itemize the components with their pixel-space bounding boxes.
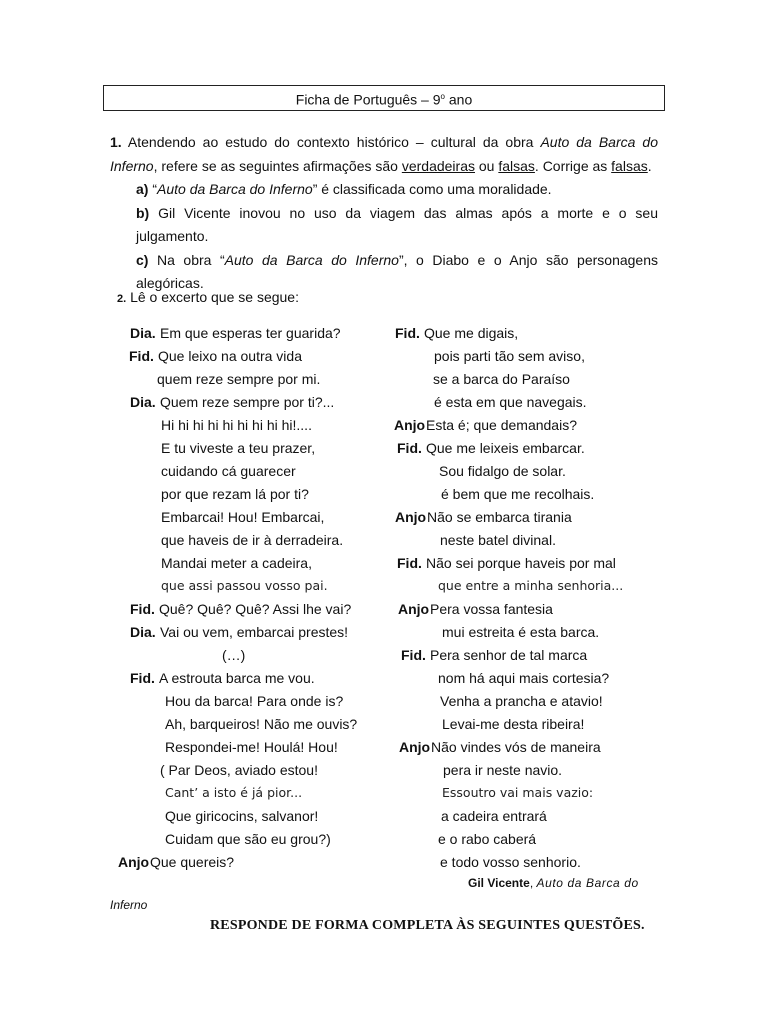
left-verse-line: cuidando cá guarecer <box>161 463 296 479</box>
left-verse-line: Cuidam que são eu grou?) <box>165 831 331 847</box>
left-verse-line: Em que esperas ter guarida? <box>160 325 341 341</box>
question-1-text-end: . <box>647 157 652 174</box>
statement-a-post: ” é classificada como uma moralidade. <box>312 181 552 197</box>
right-speaker: Fid. <box>397 440 422 456</box>
right-verse-line: Não se embarca tirania <box>427 509 572 525</box>
right-verse-line: Não vindes vós de maneira <box>431 739 601 755</box>
question-1-text-a: Atendendo ao estudo do contexto histórico – cultural da obra <box>121 134 541 150</box>
right-verse-line: Levai-me desta ribeira! <box>442 716 585 732</box>
right-verse-line: Sou fidalgo de solar. <box>439 463 566 479</box>
left-speaker: Dia. <box>130 624 156 640</box>
right-verse-line: Não sei porque haveis por mal <box>426 555 616 571</box>
right-verse-line: pois parti tão sem aviso, <box>434 348 585 364</box>
right-verse-line: e todo vosso senhorio. <box>440 854 581 870</box>
question-2-text: Lê o excerto que se segue: <box>126 289 299 305</box>
word-verdadeiras: verdadeiras <box>401 157 475 174</box>
left-verse-line: Quem reze sempre por ti?... <box>160 394 335 410</box>
credit-author: Gil Vicente <box>468 876 530 890</box>
right-verse-line: nom há aqui mais cortesia? <box>438 670 610 686</box>
left-speaker: Anjo <box>118 854 150 870</box>
right-verse-line: Que me digais, <box>424 325 519 341</box>
left-speaker: Fid. <box>129 348 154 364</box>
left-verse-line: Que quereis? <box>150 854 235 870</box>
statement-a-work: Auto da Barca do Inferno <box>157 181 313 197</box>
right-verse-line: se a barca do Paraíso <box>433 371 570 387</box>
left-speaker: Dia. <box>130 394 156 410</box>
left-verse-line: Ah, barqueiros! Não me ouvis? <box>165 716 358 732</box>
left-speaker: Dia. <box>130 325 156 341</box>
right-verse-line: Esta é; que demandais? <box>426 417 577 433</box>
right-verse-line: a cadeira entrará <box>441 808 547 824</box>
right-verse-line: Pera senhor de tal marca <box>430 647 588 663</box>
statement-b-text: Gil Vicente inovou no uso da viagem das almas após a morte e o seu julgamento. <box>136 204 658 244</box>
statement-b <box>110 202 658 249</box>
right-verse-line: é bem que me recolhais. <box>441 486 595 502</box>
right-verse-line: Essoutro vai mais vazio: <box>442 785 594 800</box>
left-verse-line: ( Par Deos, aviado estou! <box>160 762 318 778</box>
question-1-intro <box>110 131 658 178</box>
question-2-number: 2. <box>117 293 127 305</box>
right-verse-line: Que me leixeis embarcar. <box>426 440 585 456</box>
right-speaker: Anjo <box>398 601 430 617</box>
left-verse-line: Quê? Quê? Quê? Assi lhe vai? <box>159 601 352 617</box>
left-verse-line: Embarcai! Hou! Embarcai, <box>161 509 325 525</box>
question-1-work-title: Auto da Barca do Inferno <box>110 134 658 174</box>
statement-b-label: b) <box>136 204 150 221</box>
right-verse-line: pera ir neste navio. <box>443 762 563 778</box>
right-speaker: Fid. <box>395 325 420 341</box>
right-verse-line: e o rabo caberá <box>438 831 537 847</box>
question-1 <box>110 131 658 296</box>
right-speaker: Anjo <box>399 739 431 755</box>
left-verse-line: Vai ou vem, embarcai prestes! <box>160 624 349 640</box>
right-verse-line: é esta em que navegais. <box>434 394 587 410</box>
credit-separator: , <box>529 876 537 890</box>
left-speaker: Fid. <box>130 601 155 617</box>
right-verse-line: mui estreita é esta barca. <box>442 624 600 640</box>
left-verse-line: E tu viveste a teu prazer, <box>161 440 316 456</box>
statement-c-post: ”, o Diabo e o Anjo são personagens alegóricas. <box>136 251 659 291</box>
title-text: Ficha de Português – 9 <box>295 91 441 108</box>
left-verse-line: (…) <box>222 647 246 663</box>
left-verse-line: A estrouta barca me vou. <box>159 670 315 686</box>
question-1-text-b: , refere se as seguintes afirmações são <box>153 157 402 174</box>
left-verse-line: Que giricocins, salvanor! <box>165 808 319 824</box>
left-verse-line: que haveis de ir à derradeira. <box>161 532 344 548</box>
credit-work: Auto da Barca do <box>536 876 639 890</box>
left-verse-line: Respondei-me! Houlá! Hou! <box>165 739 338 755</box>
left-verse-line: por que rezam lá por ti? <box>161 486 309 502</box>
left-verse-line: Cant’ a isto é já pior... <box>165 785 303 800</box>
statement-a <box>110 178 658 202</box>
credit-work-continued: Inferno <box>110 898 148 912</box>
excerpt-credit <box>468 876 639 890</box>
left-verse-line: que assi passou vosso pai. <box>161 578 328 593</box>
word-falsas: falsas <box>498 157 535 174</box>
right-speaker: Fid. <box>397 555 422 571</box>
left-verse-line: Mandai meter a cadeira, <box>161 555 312 571</box>
title-superscript: o <box>440 92 445 101</box>
right-speaker: Fid. <box>401 647 426 663</box>
statement-c-work: Auto da Barca do Inferno <box>224 251 399 268</box>
final-instruction: RESPONDE DE FORMA COMPLETA ÀS SEGUINTES QUESTÕES. <box>210 918 645 933</box>
left-verse-line: Hou da barca! Para onde is? <box>165 693 344 709</box>
right-verse-line: Venha a prancha e atavio! <box>440 693 603 709</box>
right-verse-line: neste batel divinal. <box>440 532 556 548</box>
question-1-number: 1. <box>110 134 122 150</box>
statement-a-label: a) <box>136 181 149 197</box>
right-verse-line: que entre a minha senhoria... <box>438 578 624 593</box>
left-verse-line: Hi hi hi hi hi hi hi hi hi!.... <box>161 417 312 433</box>
right-speaker: Anjo <box>394 417 426 433</box>
statement-a-pre: “ <box>148 181 158 197</box>
title-suffix: ano <box>444 91 473 108</box>
right-speaker: Anjo <box>395 509 427 525</box>
word-ou: ou <box>474 157 499 174</box>
right-verse-line: Pera vossa fantesia <box>430 601 553 617</box>
page-title <box>103 85 665 111</box>
left-verse-line: Que leixo na outra vida <box>158 348 302 364</box>
question-1-text-c: . Corrige as <box>534 157 612 174</box>
statement-c-label: c) <box>136 251 149 268</box>
question-2 <box>117 289 299 305</box>
left-speaker: Fid. <box>130 670 155 686</box>
left-verse-line: quem reze sempre por mi. <box>157 371 321 387</box>
statement-c-pre: Na obra “ <box>148 251 225 268</box>
word-falsas-2: falsas <box>611 157 648 174</box>
